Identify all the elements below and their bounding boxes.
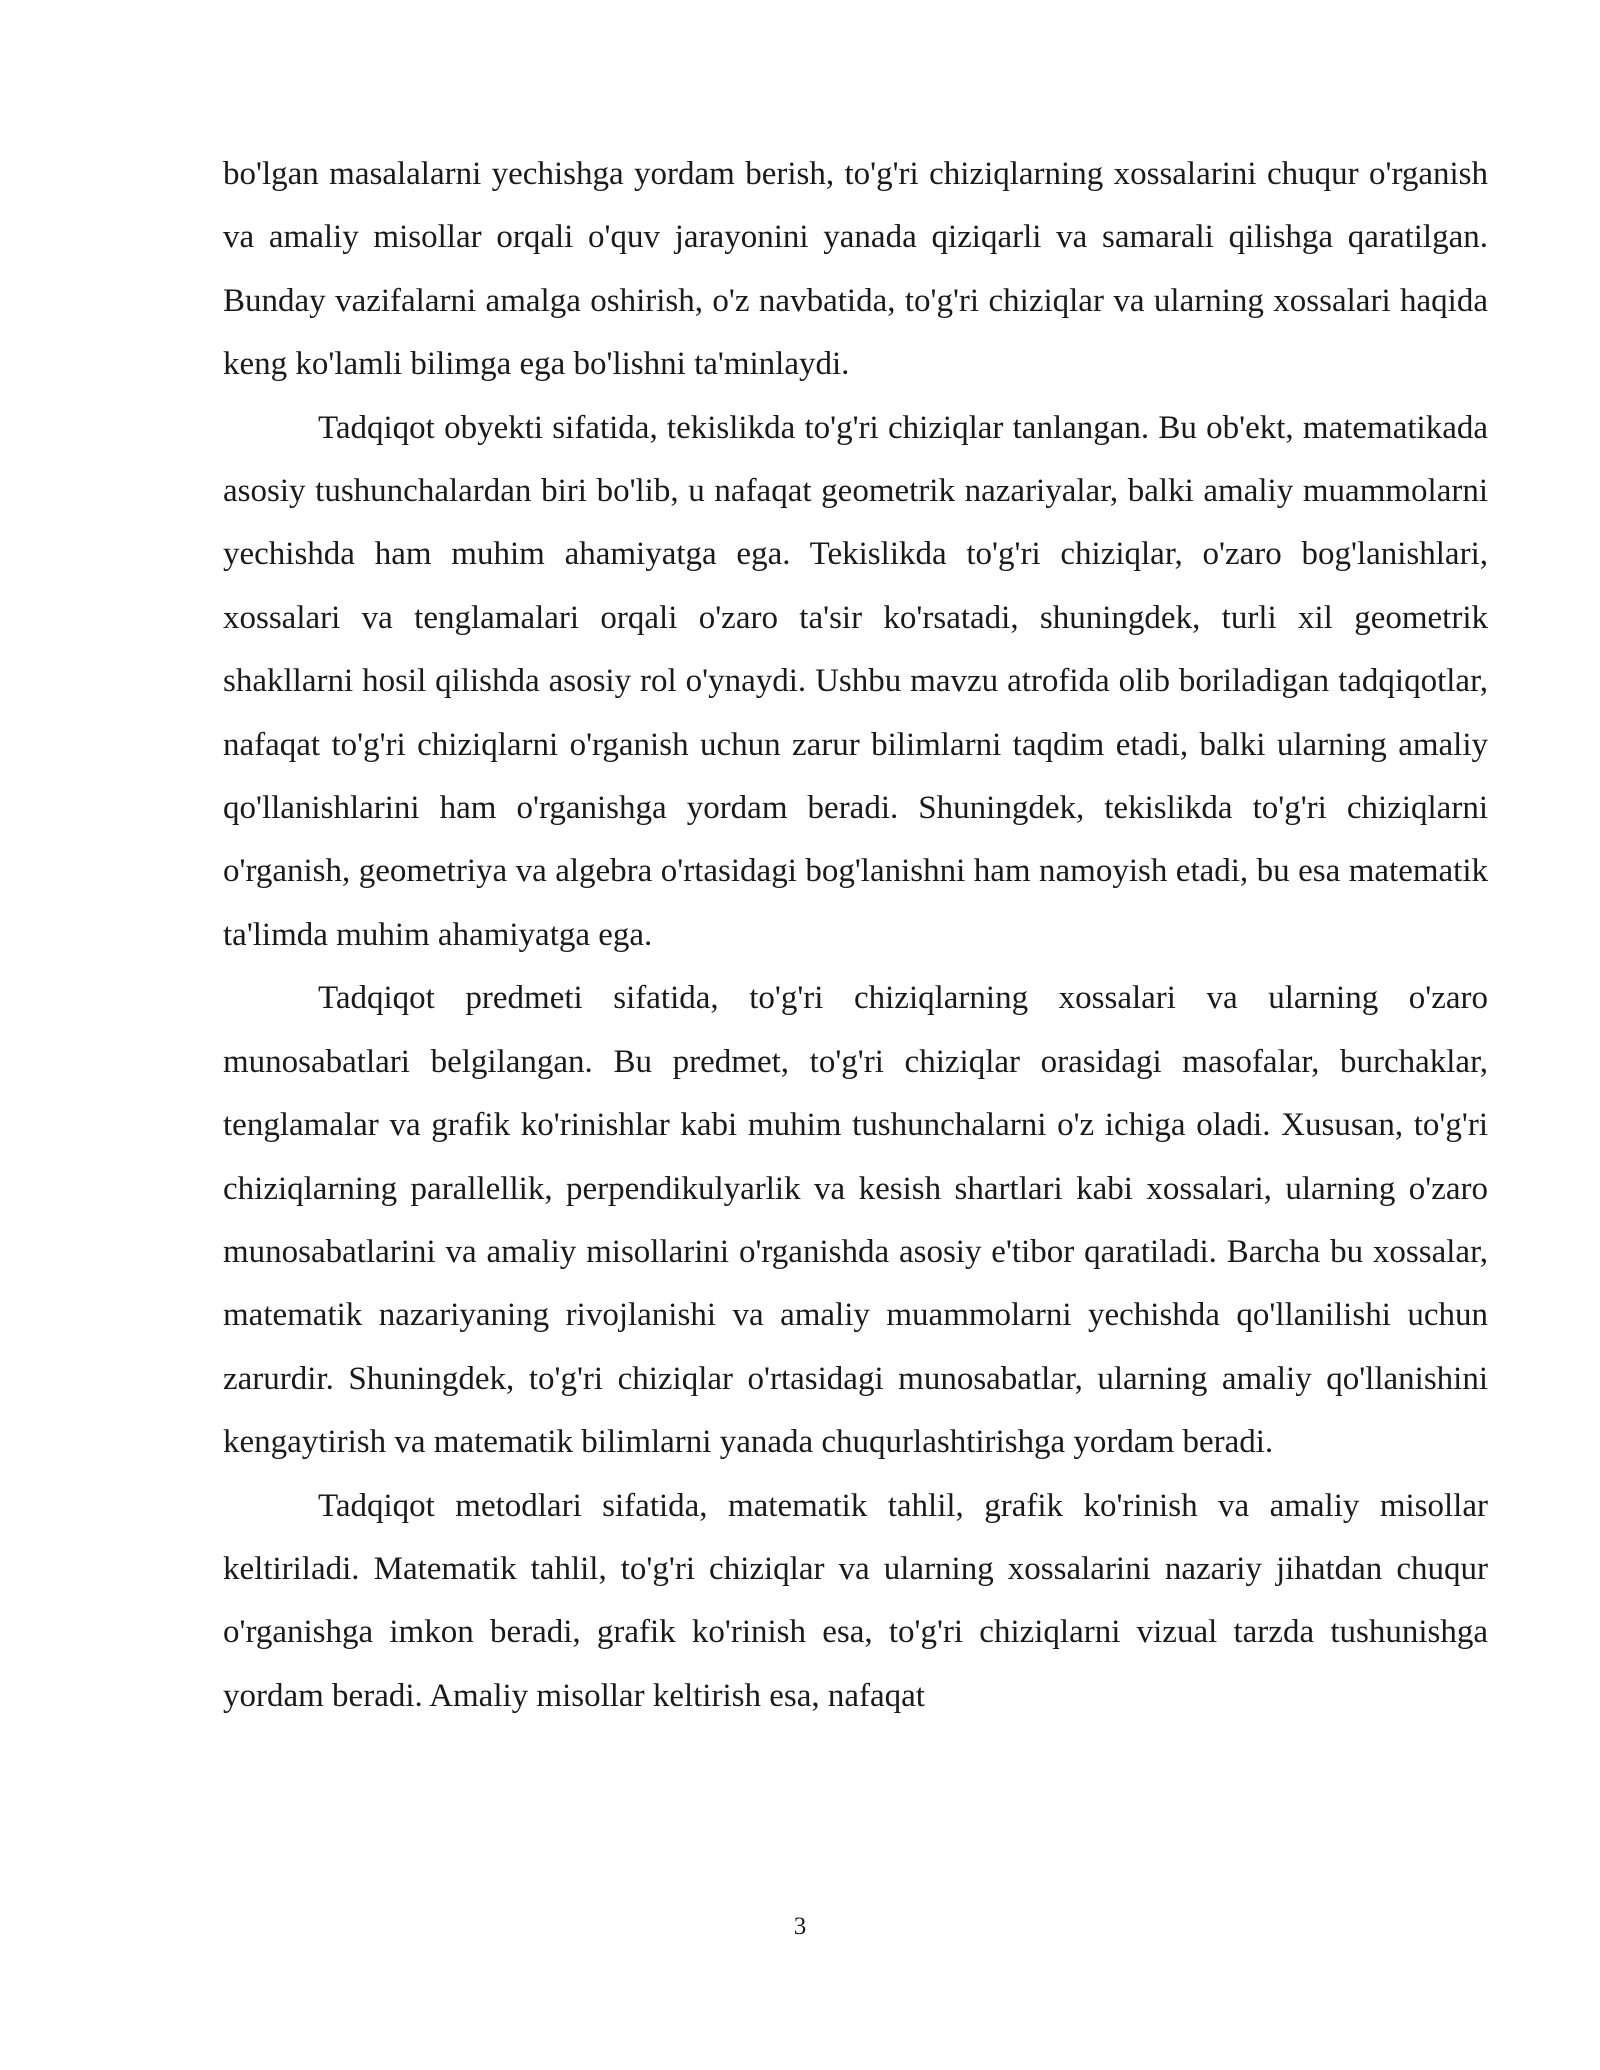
paragraph-research-methods: Tadqiqot metodlari sifatida, matematik tahlil, grafik ko'rinish va amaliy misollar keltiriladi. Matematik tahlil, to'g'ri chiziqlar va ularning xossalarini nazariy jihatdan chuqur o'rganishga imkon beradi, grafik ko'rinish esa, to'g'ri chiziqlarni vizual tarzda tushunishga yordam beradi. Amaliy misollar keltirish esa, nafaqat xyxy=(223,1487,1488,1714)
paragraph-research-object: Tadqiqot obyekti sifatida, tekislikda to'g'ri chiziqlar tanlangan. Bu ob'ekt, matematikada asosiy tushunchalardan biri bo'lib, u nafaqat geometrik nazariyalar, balki amaliy muammolarni yechishda ham muhim ahamiyatga ega. Tekislikda to'g'ri chiziqlar, o'zaro bog'lanishlari, xossalari va tenglamalari orqali o'zaro ta'sir ko'rsatadi, shuningdek, turli xil geometrik shakllarni hosil qilishda asosiy rol o'ynaydi. Ushbu mavzu atrofida olib boriladigan tadqiqotlar, nafaqat to'g'ri chiziqlarni o'rganish uchun zarur bilimlarni taqdim etadi, balki ularning amaliy qo'llanishlarini ham o'rganishga yordam beradi. Shuningdek, tekislikda to'g'ri chiziqlarni o'rganish, geometriya va algebra o'rtasidagi bog'lanishni ham namoyish etadi, bu esa matematik ta'limda muhim ahamiyatga ega. xyxy=(223,409,1488,953)
body-text xyxy=(223,143,1488,1728)
paragraph-continued: bo'lgan masalalarni yechishga yordam berish, to'g'ri chiziqlarning xossalarini chuqur o'rganish va amaliy misollar orqali o'quv jarayonini yanada qiziqarli va samarali qilishga qaratilgan. Bunday vazifalarni amalga oshirish, o'z navbatida, to'g'ri chiziqlar va ularning xossalari haqida keng ko'lamli bilimga ega bo'lishni ta'minlaydi. xyxy=(223,156,1488,383)
paragraph-research-subject: Tadqiqot predmeti sifatida, to'g'ri chiziqlarning xossalari va ularning o'zaro munosabatlari belgilangan. Bu predmet, to'g'ri chiziqlar orasidagi masofalar, burchaklar, tenglamalar va grafik ko'rinishlar kabi muhim tushunchalarni o'z ichiga oladi. Xususan, to'g'ri chiziqlarning parallellik, perpendikulyarlik va kesish shartlari kabi xossalari, ularning o'zaro munosabatlarini va amaliy misollarini o'rganishda asosiy e'tibor qaratiladi. Barcha bu xossalar, matematik nazariyaning rivojlanishi va amaliy muammolarni yechishda qo'llanilishi uchun zarurdir. Shuningdek, to'g'ri chiziqlar o'rtasidagi munosabatlar, ularning amaliy qo'llanishini kengaytirish va matematik bilimlarni yanada chuqurlashtirishga yordam beradi. xyxy=(223,980,1488,1461)
page-number: 3 xyxy=(793,1913,807,1940)
